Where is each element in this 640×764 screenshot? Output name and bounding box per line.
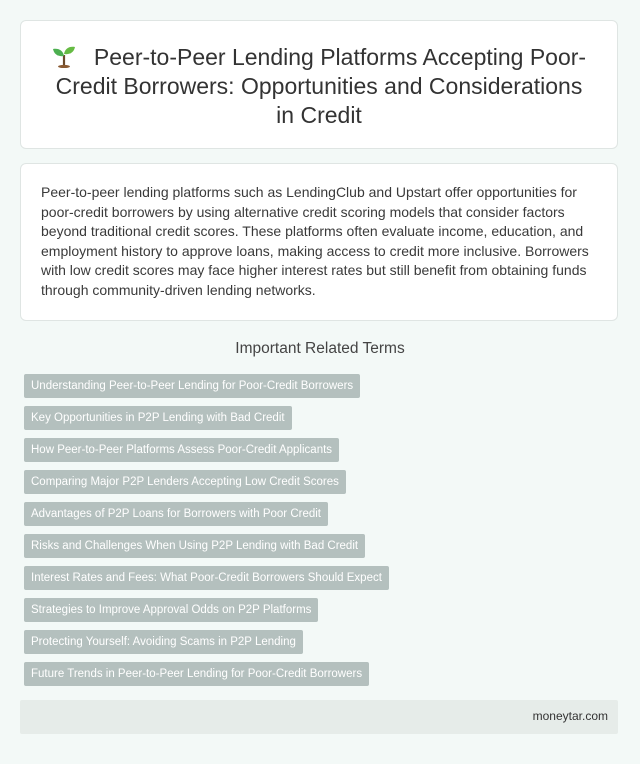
related-term-link[interactable]: How Peer-to-Peer Platforms Assess Poor-Credit Applicants <box>24 438 339 462</box>
related-term-link[interactable]: Future Trends in Peer-to-Peer Lending for Poor-Credit Borrowers <box>24 662 369 686</box>
page-title-text: Peer-to-Peer Lending Platforms Accepting Poor-Credit Borrowers: Opportunities and Considerations in Credit <box>55 44 587 128</box>
related-terms-heading: Important Related Terms <box>235 340 405 357</box>
title-card <box>20 20 618 149</box>
footer-site-name[interactable]: moneytar.com <box>532 709 608 723</box>
related-term-link[interactable]: Protecting Yourself: Avoiding Scams in P2P Lending <box>24 630 303 654</box>
related-term-link[interactable]: Risks and Challenges When Using P2P Lending with Bad Credit <box>24 534 365 558</box>
related-term-link[interactable]: Interest Rates and Fees: What Poor-Credit Borrowers Should Expect <box>24 566 389 590</box>
related-term-link[interactable]: Advantages of P2P Loans for Borrowers with Poor Credit <box>24 502 328 526</box>
summary-card <box>20 163 618 321</box>
page-title <box>21 21 617 130</box>
related-term-link[interactable]: Key Opportunities in P2P Lending with Bad Credit <box>24 406 292 430</box>
summary-text: Peer-to-peer lending platforms such as LendingClub and Upstart offer opportunities for poor-credit borrowers by using alternative credit scoring models that consider factors beyond traditional credit scores. These platforms often evaluate income, education, and employment history to approve loans, making access to credit more inclusive. Borrowers with low credit scores may face higher interest rates but still benefit from obtaining funds through community-driven lending networks. <box>41 184 589 298</box>
related-term-link[interactable]: Understanding Peer-to-Peer Lending for Poor-Credit Borrowers <box>24 374 360 398</box>
related-term-link[interactable]: Strategies to Improve Approval Odds on P2P Platforms <box>24 598 318 622</box>
related-term-link[interactable]: Comparing Major P2P Lenders Accepting Low Credit Scores <box>24 470 346 494</box>
footer <box>20 700 618 734</box>
related-terms-list <box>24 374 614 694</box>
sprout-icon <box>52 44 76 68</box>
